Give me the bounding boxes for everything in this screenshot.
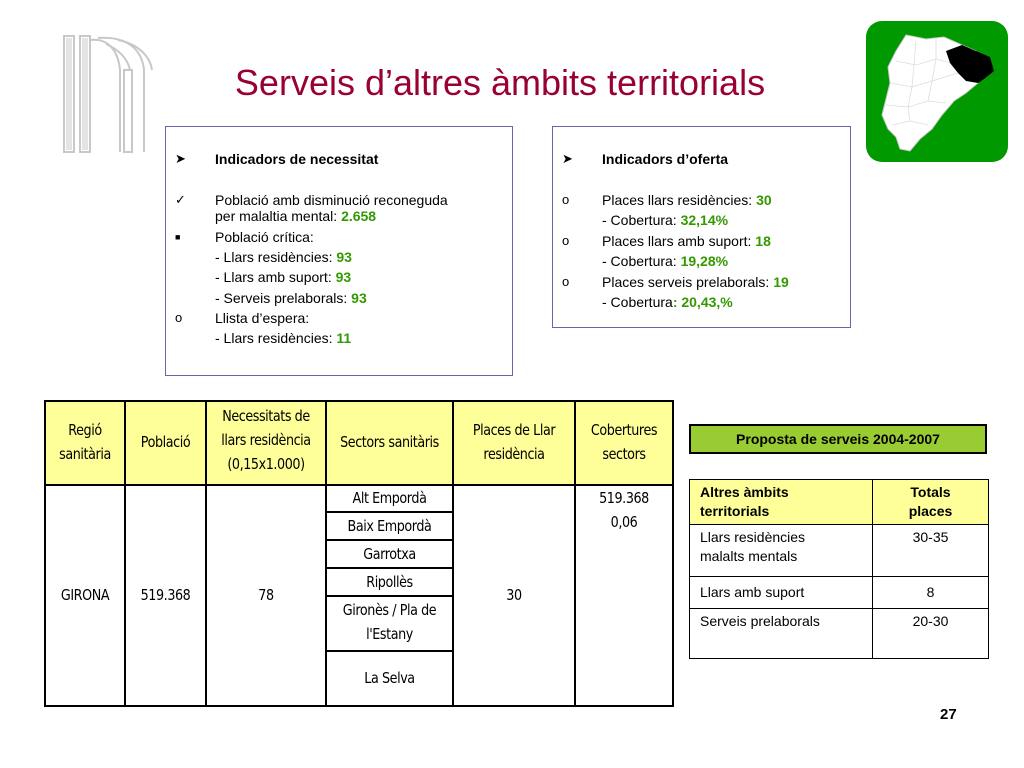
sector-cell: La Selva	[364, 669, 415, 687]
need-item1-label: per malaltia mental:	[215, 208, 342, 224]
cell-places: 30	[506, 586, 522, 604]
offer-o1-label: Places llars residències:	[602, 192, 757, 208]
need-item1-value: 2.658	[341, 208, 377, 224]
header-sectors: Sectors sanitàris	[340, 433, 439, 451]
proposal-header-total: Totals places	[873, 480, 989, 525]
table-row	[690, 577, 989, 609]
map-icon	[866, 21, 1008, 162]
cell-region: GIRONA	[60, 586, 110, 604]
offer-o2-label: Places llars amb suport:	[602, 233, 756, 249]
proposal-cell-name: Serveis prelaborals	[690, 609, 873, 659]
circle-bullet-icon: o	[562, 192, 570, 207]
proposal-cell-value: 8	[873, 577, 989, 609]
need-sub2-value: 93	[335, 269, 352, 285]
need-sub1-label: - Llars residències:	[215, 249, 337, 265]
need-sub4-label: - Llars residències:	[215, 330, 337, 346]
proposal-table	[689, 479, 989, 659]
need-heading: Indicadors de necessitat	[215, 151, 379, 167]
offer-o1c-label: - Cobertura:	[602, 212, 681, 228]
offer-o2c-label: - Cobertura:	[602, 253, 681, 269]
proposal-header-area: Altres àmbits territorials	[690, 480, 873, 525]
square-bullet-icon: ■	[175, 232, 181, 242]
sector-cell: Ripollès	[366, 573, 413, 591]
offer-o3c-value: : 20,43,%	[672, 294, 733, 310]
girona-table	[44, 400, 674, 707]
cell-needs: 78	[258, 586, 274, 604]
circle-bullet-icon: o	[562, 274, 570, 289]
proposal-title: Proposta de serveis 2004-2007	[689, 424, 987, 454]
offer-heading: Indicadors d’oferta	[602, 151, 729, 167]
arrow-bullet-icon: ➤	[175, 151, 186, 166]
need-item1-line1: Població amb disminució reconeguda	[215, 192, 448, 208]
cell-coverage: 519.368 0,06	[599, 489, 649, 531]
offer-o2-value: 18	[755, 233, 771, 249]
need-indicators-box	[165, 126, 513, 376]
header-population: Població	[140, 433, 191, 451]
header-coverage: Cobertures sectors	[590, 421, 658, 463]
need-item3-label: Llista d’espera:	[215, 310, 310, 326]
page-title: Serveis d’altres àmbits territorials	[234, 62, 766, 103]
table-row	[690, 480, 989, 525]
offer-o2c-value: 19,28%	[680, 253, 729, 269]
map-catalonia	[866, 21, 1008, 162]
arrow-bullet-icon: ➤	[562, 151, 573, 166]
offer-o3-value: 19	[773, 274, 789, 290]
circle-bullet-icon: o	[175, 310, 183, 325]
header-places: Places de Llar residència	[472, 421, 556, 463]
need-item2-label: Població crítica:	[215, 229, 314, 245]
sector-cell: Garrotxa	[363, 545, 416, 563]
table-row	[690, 609, 989, 659]
proposal-cell-name: Llars amb suport	[690, 577, 873, 609]
table-row	[690, 525, 989, 577]
offer-o1-value: 30	[756, 192, 772, 208]
proposal-cell-value: 30-35	[873, 525, 989, 577]
sector-cell: Alt Empordà	[352, 489, 427, 507]
need-sub3-label: - Serveis prelaborals:	[215, 290, 352, 306]
proposal-cell-value: 20-30	[873, 609, 989, 659]
offer-o1c-value: 32,14%	[680, 212, 729, 228]
offer-indicators-box	[552, 126, 851, 328]
need-sub2-label: - Llars amb suport:	[215, 269, 336, 285]
circle-bullet-icon: o	[562, 233, 570, 248]
sector-cell: Gironès / Pla de l'Estany	[342, 601, 437, 643]
offer-o3c-label: - Cobertura	[602, 294, 673, 310]
header-region: Regió sanitària	[59, 421, 111, 463]
need-sub3-value: 93	[351, 290, 367, 306]
cell-population: 519.368	[140, 586, 191, 604]
need-sub1-value: 93	[336, 249, 352, 265]
need-sub4-value: 11	[336, 330, 352, 346]
header-needs: Necessitats de llars residència (0,15x1.000)	[221, 407, 311, 473]
page-number: 27	[940, 706, 957, 723]
proposal-cell-name: Llars residències malalts mentals	[690, 525, 873, 577]
check-bullet-icon: ✓	[175, 192, 186, 207]
offer-o3-label: Places serveis prelaborals:	[602, 274, 774, 290]
sector-cell: Baix Empordà	[347, 517, 432, 535]
